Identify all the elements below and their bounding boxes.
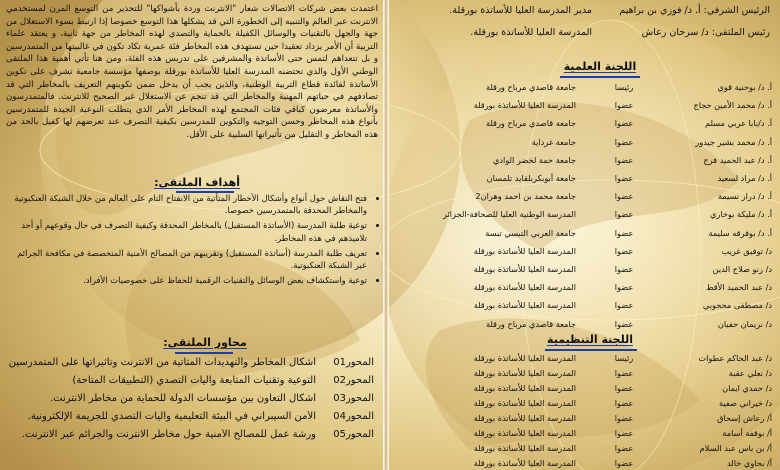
member-role: رئيسا	[614, 82, 634, 92]
member-institution: المدرسة العليا للأساتذة بورقلة	[473, 245, 576, 256]
scientific-committee-underline	[560, 76, 640, 78]
member-institution: المدرسة العليا للأساتذة بورقلة	[473, 368, 576, 378]
committee-member-row	[396, 246, 776, 258]
member-name: د/ عبد الحاكم عطوات	[698, 353, 772, 363]
member-institution: جامعة قاصدي مرباح ورقلة	[485, 118, 576, 129]
member-name: أ. د/ درار نسيمة	[717, 191, 772, 202]
member-institution: جامعة محمد بن احمد وهران2	[475, 191, 576, 202]
committee-member-row	[396, 282, 776, 294]
scientific-committee-title: اللجنة العلمية	[563, 60, 637, 73]
member-role: عضوا	[614, 154, 634, 165]
axis-text: الأمن السيبراني في البيئة التعليمية وأليات التصدي للجريمة الإلكترونية.	[27, 411, 316, 422]
member-role: عضوا	[614, 300, 634, 311]
member-institution: المدرسة العليا للأساتذة بورقلة	[473, 398, 576, 408]
member-name: أ. د/ مليكة بوخاري	[710, 209, 772, 220]
axis-row	[6, 429, 378, 443]
member-institution: جامعة العربي التبسي تبسة	[485, 227, 576, 238]
member-role: عضوا	[614, 100, 634, 111]
member-name: أ. د/ محمد بشير جيدور	[695, 136, 772, 147]
committee-member-row	[396, 353, 776, 365]
axis-row	[6, 357, 378, 371]
axis-label: المحور04	[333, 411, 374, 422]
member-institution: جامعة قاصدي مرباح ورقلة	[485, 82, 576, 92]
committee-member-row	[396, 413, 776, 425]
member-institution: المدرسة الوطنية العليا للصحافة-الجزائر	[442, 209, 576, 220]
honorary-president-role: مدير المدرسة العليا للأساتذة بورقلة.	[449, 5, 592, 16]
member-institution: جامعة حمة لخضر الوادي	[493, 154, 576, 165]
member-institution: المدرسة العليا للأساتذة بورقلة	[473, 383, 576, 393]
member-name: د/ خيراني صفية	[719, 398, 772, 408]
axes-underline	[175, 352, 233, 354]
objective-item: • فتح النقاش حول أنواع وأشكال الأخطار المتأتية من الانفتاح التام على العالم من خلال الشبكة العنكبوتية والمخاطر المحدقة بالمتمدرسين خصوصا.	[12, 192, 367, 216]
member-name: أ. د/ بوحنية قوي	[717, 82, 772, 92]
axis-row	[6, 393, 378, 407]
member-name: د/ حمدي ايمان	[722, 383, 772, 393]
member-role: عضوا	[614, 428, 634, 438]
member-name: د/ نعلي عقبة	[728, 368, 772, 378]
member-role: عضوا	[614, 318, 634, 329]
conference-chair-role: المدرسة العليا للأساتذة بورقلة.	[470, 27, 592, 38]
member-name: د/ مصطفى محجوبي	[702, 300, 772, 311]
axis-label: المحور01	[333, 357, 374, 368]
axis-text: أشكال المخاطر والتهديدات المتأتية من الانترنت وتأثيراتها على المتمدرسين	[8, 357, 316, 368]
member-role: عضوا	[614, 458, 634, 468]
member-name: د/ زنو صلاح الدين	[712, 264, 772, 274]
organizing-committee-title: اللجنة التنظيمية	[547, 333, 633, 346]
objectives-list	[12, 192, 381, 289]
member-name: د/ عبد الحميد الأقط	[705, 282, 772, 293]
conference-chair-name: رئيس الملتقى: د/ سرحان رعاش	[641, 27, 770, 38]
member-role: عضوا	[614, 227, 634, 238]
committee-member-row	[396, 137, 776, 149]
column-divider	[383, 0, 389, 470]
axis-text: أشكال التعاون بين مؤسسات الدولة للحماية من مخاطر الانترنت.	[50, 393, 316, 404]
objective-item: • تعريف طلبة المدرسة (أساتذة المستقبل) وتقريبهم من المصالح الأمنية المتخصصة في مكافحة الجرائم عبر الشبكة العنكبوتية.	[12, 247, 367, 271]
member-role: عضوا	[614, 282, 634, 293]
member-role: عضوا	[614, 173, 634, 183]
committee-member-row	[396, 155, 776, 167]
member-name: أ. د/ بوفرقه سليمة	[708, 227, 772, 238]
member-name: أ. د/ عبد الحميد فرج	[703, 154, 772, 165]
member-institution: المدرسة العليا للأساتذة بورقلة	[473, 300, 576, 311]
committee-member-row	[396, 458, 776, 470]
member-name: أ. د/ مراد لسعيد	[717, 173, 772, 183]
member-role: عضوا	[614, 209, 634, 220]
member-role: عضوا	[614, 398, 634, 408]
member-role: رئيسا	[614, 353, 634, 363]
committee-member-row	[396, 118, 776, 130]
committee-member-row	[396, 82, 776, 94]
axis-text: التوعية وتقنيات المتابعة واليات التصدي (التطبيقات المتاحة)	[72, 375, 316, 386]
committee-member-row	[396, 100, 776, 112]
committee-member-row	[396, 443, 776, 455]
committee-member-row	[396, 228, 776, 240]
member-institution: المدرسة العليا للأساتذة بورقلة	[473, 413, 576, 423]
member-institution: المدرسة العليا للأساتذة بورقلة	[473, 428, 576, 438]
member-name: أ/ بحاوي خالد	[726, 458, 772, 468]
member-institution: المدرسة العليا للأساتذة بورقلة	[473, 100, 576, 111]
axis-label: المحور02	[333, 375, 374, 386]
member-role: عضوا	[614, 191, 634, 202]
member-institution: جامعة غرداية	[531, 136, 576, 147]
intro-paragraph: اعتمدت بعض شركات الاتصالات شعار "الانترنت وردة بأشواكها" للتحذير من التوسع المرن لمستخدمي الانترنت عبر العالم والتنبيه إلى الخطورة التي قد يشكلها هذا التوسع خصوصا إذا ارتبط بسوء الاستغلال من جهة والجهل بالتقنيات والوسائل الكفيلة بالحماية والتصدي لهذه المخاطر من جهة ثانية، و يعتقد علماء التربية أن الأمر يزداد تعقيدا حين تستهدف هذه المخاطر فئة عمرية تكاد تكون في غالبيتها من المتمدرسين و بل تتعداهم لتمس حتى الأساتذة والمشرفين على تدريس هذه الفئة، ومن هنا تأتي أهمية هذا الملتقى الوطني الأول والذي تحتضنه المدرسة العليا للأساتذة بورقلة بوصفها مؤسسة جامعية تشرف على تكوين الأساتذة لفائدة قطاع التربية الوطنية، والذين يجب أن يدخل ضمن تكوينهم التعريف بالمخاطر التي قد تصادفهم في حياتهم المهنية والمخاطر التي قد تنجم عن الاستغلال غير الصحيح للانترنت. فالمتمدرسون والأساتذة معرضون كباقي فئات المجتمع لهذه المخاطر الأمر الذي يتطلب التوعية الجيدة للمتمدرسين بأنواع هذه المخاطر وحسن التوجيه والتكوين للمدرسين بكيفية التصرف عند تعرضهم لها كفيل بالحد من هذه المخاطر و التقليل من تأثيراتها السلبية على الأقل.	[6, 4, 378, 140]
member-institution: المدرسة العليا للأساتذة بورقلة	[473, 443, 576, 453]
member-name: أ/ بوقفة أسامة	[722, 428, 772, 438]
member-name: أ. د/ محمد الأمين حجاج	[693, 100, 772, 111]
member-name: أ/ رعاش إسحاق	[717, 413, 772, 423]
objective-item: • توعية طلبة المدرسة (الأساتذة المستقبل) بالمخاطر المحدقة وكيفية التصرف في حال وقوعهم أو أحد تلاميذهم في هذه المخاطر.	[12, 219, 367, 243]
objective-item: • توعية واستكشاف بعض الوسائل والتقنيات الرقمية للحفاظ على خصوصيات الأفراد.	[12, 274, 367, 286]
axis-text: ورشة عمل للمصالح الأمنية حول مخاطر الانترنت والجرائم عبر الانترنت.	[21, 429, 316, 440]
honorary-president-name: الرئيس الشرفي: أ. د/ فوزي بن براهيم	[619, 5, 770, 16]
member-role: عضوا	[614, 368, 634, 378]
member-role: عضوا	[614, 264, 634, 274]
committee-member-row	[396, 191, 776, 203]
member-institution: المدرسة العليا للأساتذة بورقلة	[473, 264, 576, 274]
member-name: أ/ بن باس عبد السلام	[699, 443, 772, 453]
committee-member-row	[396, 428, 776, 440]
committee-member-row	[396, 209, 776, 221]
committee-member-row	[396, 173, 776, 185]
axis-row	[6, 411, 378, 425]
committee-member-row	[396, 368, 776, 380]
axis-label: المحور03	[333, 393, 374, 404]
member-institution: جامعة أبوبكربلقايد تلمسان	[486, 173, 576, 183]
objectives-title: أهداف الملتقى:	[154, 176, 240, 189]
committee-member-row	[396, 264, 776, 276]
member-name: أ. د/بابا عربي مسلم	[705, 118, 772, 129]
committee-member-row	[396, 319, 776, 331]
member-role: عضوا	[614, 118, 634, 129]
committee-member-row	[396, 383, 776, 395]
member-name: د/ نريمان حفيان	[717, 318, 772, 329]
member-name: د/ توفيق غريب	[721, 245, 772, 256]
committee-member-row	[396, 398, 776, 410]
member-role: عضوا	[614, 245, 634, 256]
member-institution: المدرسة العليا للأساتذة بورقلة	[473, 458, 576, 468]
member-role: عضوا	[614, 383, 634, 393]
member-institution: المدرسة العليا للأساتذة بورقلة	[473, 353, 576, 363]
member-institution: جامعة قاصدي مرباح ورقلة	[485, 318, 576, 329]
member-role: عضوا	[614, 136, 634, 147]
committee-member-row	[396, 300, 776, 312]
organizing-committee-underline	[545, 349, 637, 351]
member-institution: المدرسة العليا للأساتذة بورقلة	[473, 282, 576, 293]
axis-row	[6, 375, 378, 389]
member-role: عضوا	[614, 413, 634, 423]
axes-title: محاور الملتقى:	[163, 336, 247, 349]
axis-label: المحور05	[333, 429, 374, 440]
member-role: عضوا	[614, 443, 634, 453]
